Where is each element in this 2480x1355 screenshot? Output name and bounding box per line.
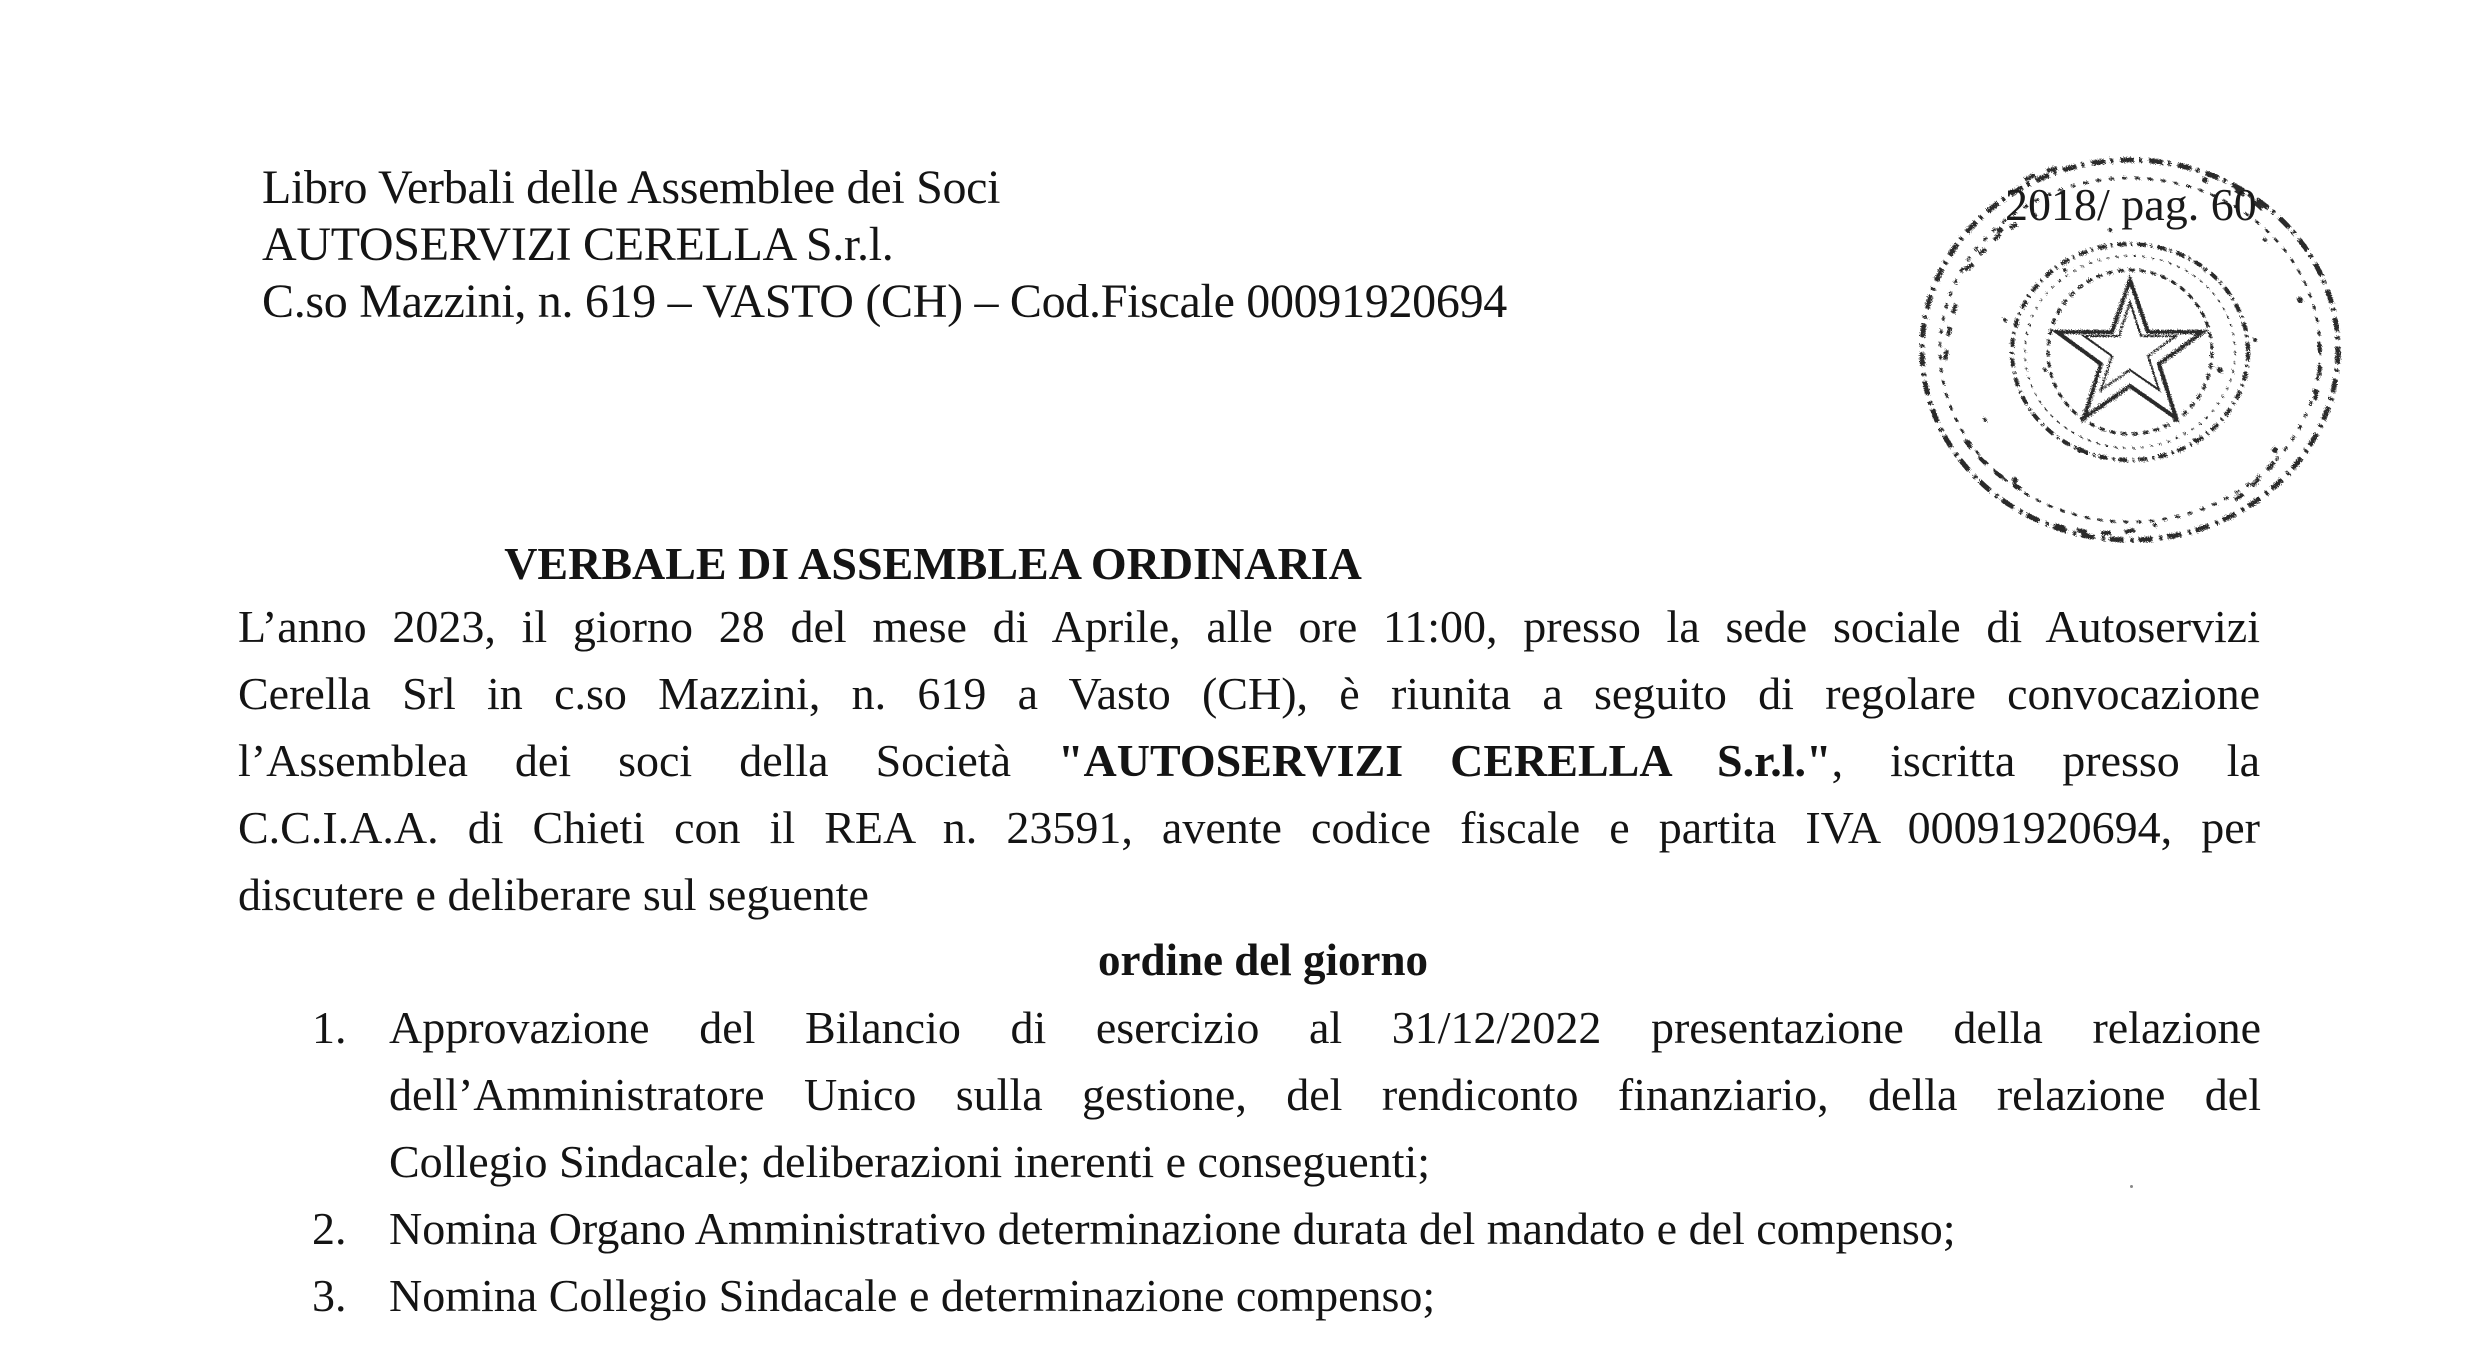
- agenda-item-1-line-1: Approvazione del Bilancio di esercizio al 31/12/2022 presentazione della relazione: [389, 1002, 2261, 1053]
- paragraph-line-5: discutere e deliberare sul seguente: [238, 869, 869, 920]
- company-name-bold: "AUTOSERVIZI CERELLA S.r.l.": [1057, 735, 1832, 786]
- header-address-fiscal-code: C.so Mazzini, n. 619 – VASTO (CH) – Cod.Fiscale 00091920694: [262, 275, 1507, 328]
- document-title: VERBALE DI ASSEMBLEA ORDINARIA: [504, 538, 1362, 589]
- agenda-item-number: 2.: [312, 1203, 347, 1254]
- agenda-heading: ordine del giorno: [1097, 935, 1428, 985]
- agenda-item-1-line-3: Collegio Sindacale; deliberazioni inerenti e conseguenti;: [389, 1136, 1431, 1187]
- scan-speck: [2130, 1185, 2133, 1188]
- stamp-page-reference: 2018/ pag. 60: [2005, 179, 2257, 230]
- agenda-item-1-line-2: dell’Amministratore Unico sulla gestione, del rendiconto finanziario, della relazione del: [389, 1069, 2261, 1120]
- header-company-name: AUTOSERVIZI CERELLA S.r.l.: [262, 218, 894, 271]
- paragraph-line-1: L’anno 2023, il giorno 28 del mese di Aprile, alle ore 11:00, presso la sede sociale di Autoservizi: [238, 601, 2260, 652]
- paragraph-line-2: Cerella Srl in c.so Mazzini, n. 619 a Vasto (CH), è riunita a seguito di regolare convocazione: [238, 668, 2260, 719]
- paragraph-line-3-start: l’Assemblea dei soci della Società: [238, 735, 1058, 786]
- agenda-item-3-line-1: Nomina Collegio Sindacale e determinazione compenso;: [389, 1270, 1436, 1321]
- paragraph-line-3-end: , iscritta presso la: [1831, 735, 2260, 786]
- agenda-item-number: 3.: [312, 1270, 347, 1321]
- agenda-item-number: 1.: [312, 1002, 347, 1053]
- header-book-title: Libro Verbali delle Assemblee dei Soci: [262, 161, 1001, 214]
- paragraph-line-4: C.C.I.A.A. di Chieti con il REA n. 23591, avente codice fiscale e partita IVA 00091920694, per: [238, 802, 2260, 853]
- paragraph-line-3: [238, 731, 2260, 791]
- official-seal-stamp: [1905, 120, 2355, 570]
- agenda-item-2-line-1: Nomina Organo Amministrativo determinazione durata del mandato e del compenso;: [389, 1203, 1956, 1254]
